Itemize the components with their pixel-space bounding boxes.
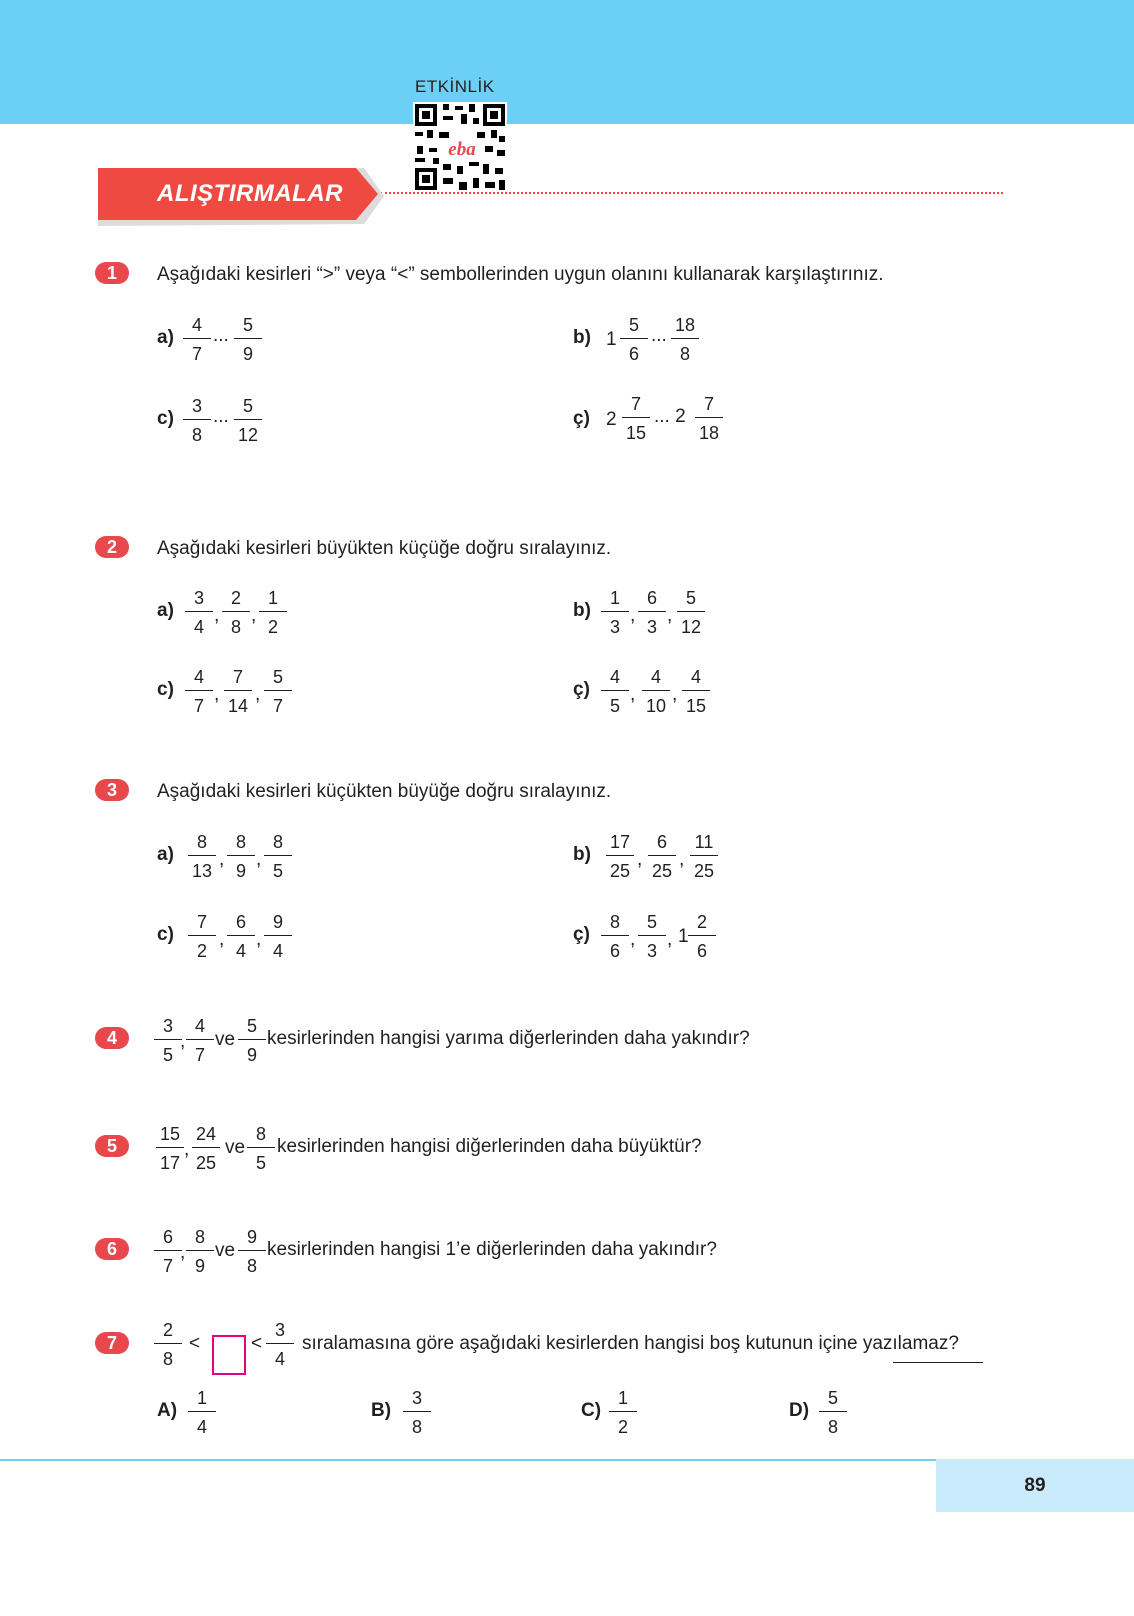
q2-c-label: c) (157, 679, 174, 700)
q1-c-label: c) (157, 408, 174, 429)
whole-number: 2 (606, 409, 617, 430)
fraction: 7 18 (695, 392, 723, 445)
less-than: < (189, 1333, 201, 1354)
comma: , (630, 605, 636, 626)
blank-dots: ... (651, 325, 667, 346)
comma: , (667, 929, 673, 950)
choice-c-label: C) (581, 1400, 602, 1421)
comma: , (630, 929, 636, 950)
choice-d-fraction: 5 8 (819, 1386, 847, 1439)
fraction: 8 9 (227, 830, 255, 883)
question-number-7: 7 (95, 1332, 129, 1354)
q3-a-label: a) (157, 844, 174, 865)
choice-b-fraction: 3 8 (403, 1386, 431, 1439)
comma: , (672, 684, 678, 705)
question-5-text: kesirlerinden hangisi diğerlerinden daha büyüktür? (277, 1136, 702, 1157)
less-than: < (251, 1333, 263, 1354)
fraction: 8 9 (186, 1225, 214, 1278)
question-number-4: 4 (95, 1027, 129, 1049)
q3-cedilla-label: ç) (573, 924, 590, 945)
q3-c-label: c) (157, 924, 174, 945)
q2-b-label: b) (573, 600, 591, 621)
q1-cedilla-label: ç) (573, 408, 590, 429)
blank-dots: ... (213, 406, 229, 427)
fraction: 5 9 (238, 1014, 266, 1067)
fraction: 5 12 (234, 394, 262, 447)
fraction: 4 5 (601, 665, 629, 718)
whole-number: 1 (606, 329, 617, 350)
comma: , (219, 849, 225, 870)
comma: , (180, 1031, 186, 1052)
dotted-divider (380, 192, 1003, 194)
fraction: 9 8 (238, 1225, 266, 1278)
qr-code-icon (413, 102, 507, 192)
fraction: 3 4 (266, 1318, 294, 1371)
fraction: 2 8 (222, 586, 250, 639)
fraction: 8 13 (188, 830, 216, 883)
fraction: 2 8 (154, 1318, 182, 1371)
blank-dots: ... (213, 325, 229, 346)
fraction: 5 12 (677, 586, 705, 639)
question-2-text: Aşağıdaki kesirleri büyükten küçüğe doğru sıralayınız. (157, 538, 612, 559)
fraction: 5 6 (620, 313, 648, 366)
fraction: 4 7 (186, 1014, 214, 1067)
blank-dots: ... 2 (654, 406, 686, 427)
fraction: 4 7 (183, 313, 211, 366)
ve-text: ve (215, 1240, 236, 1261)
fraction: 18 8 (671, 313, 699, 366)
comma: , (256, 849, 262, 870)
emphasis-word: yazılamaz (862, 1333, 949, 1354)
fraction: 17 25 (606, 830, 634, 883)
question-7-text: sıralamasına göre aşağıdaki kesirlerden hangisi boş kutunun içine yazılamaz? (302, 1333, 959, 1354)
fraction: 5 9 (234, 313, 262, 366)
comma: , (630, 684, 636, 705)
choice-a-fraction: 1 4 (188, 1386, 216, 1439)
fraction: 8 5 (264, 830, 292, 883)
question-number-5: 5 (95, 1135, 129, 1157)
question-4-text: kesirlerinden hangisi yarıma diğerlerinden daha yakındır? (267, 1028, 750, 1049)
fraction: 6 4 (227, 910, 255, 963)
fraction: 8 6 (601, 910, 629, 963)
comma: , (256, 929, 262, 950)
choice-a-label: A) (157, 1400, 178, 1421)
ve-text: ve (225, 1137, 246, 1158)
fraction: 3 5 (154, 1014, 182, 1067)
q2-cedilla-label: ç) (573, 679, 590, 700)
fraction: 6 3 (638, 586, 666, 639)
choice-d-label: D) (789, 1400, 810, 1421)
fraction: 24 25 (192, 1122, 220, 1175)
fraction: 4 7 (185, 665, 213, 718)
question-number-6: 6 (95, 1238, 129, 1260)
question-number-1: 1 (95, 262, 129, 284)
fraction: 5 3 (638, 910, 666, 963)
fraction: 1 2 (259, 586, 287, 639)
fraction: 7 15 (622, 392, 650, 445)
header-band (0, 0, 1134, 124)
question-number-2: 2 (95, 536, 129, 558)
fraction: 2 6 (688, 910, 716, 963)
comma: , (214, 684, 220, 705)
fraction: 4 15 (682, 665, 710, 718)
choice-c-fraction: 1 2 (609, 1386, 637, 1439)
fraction: 6 25 (648, 830, 676, 883)
page-number: 89 (936, 1459, 1134, 1512)
q1-b-label: b) (573, 327, 591, 348)
question-1-text: Aşağıdaki kesirleri “>” veya “<” sembollerinden uygun olanını kullanarak karşılaştırınız. (157, 264, 884, 285)
fraction: 4 10 (642, 665, 670, 718)
comma: , (180, 1242, 186, 1263)
q1-a-label: a) (157, 327, 174, 348)
comma: , (184, 1139, 190, 1160)
comma: , (667, 605, 673, 626)
comma: , (255, 684, 261, 705)
question-3-text: Aşağıdaki kesirleri küçükten büyüğe doğru sıralayınız. (157, 781, 612, 802)
fraction: 5 7 (264, 665, 292, 718)
fraction: 6 7 (154, 1225, 182, 1278)
comma: , (214, 605, 220, 626)
question-6-text: kesirlerinden hangisi 1’e diğerlerinden daha yakındır? (267, 1239, 717, 1260)
fraction: 11 25 (690, 830, 718, 883)
fraction: 3 4 (185, 586, 213, 639)
whole-number: 1 (678, 926, 689, 947)
emphasis-underline (893, 1362, 983, 1363)
fraction: 8 5 (247, 1122, 275, 1175)
choice-b-label: B) (371, 1400, 392, 1421)
question-number-3: 3 (95, 779, 129, 801)
fraction: 15 17 (156, 1122, 184, 1175)
section-title: ALIŞTIRMALAR (157, 180, 343, 207)
etkinlik-label: ETKİNLİK (415, 77, 495, 96)
comma: , (251, 605, 257, 626)
comma: , (219, 929, 225, 950)
fraction: 3 8 (183, 394, 211, 447)
fraction: 7 14 (224, 665, 252, 718)
q3-b-label: b) (573, 844, 591, 865)
fraction: 1 3 (601, 586, 629, 639)
comma: , (637, 849, 643, 870)
answer-box (212, 1335, 246, 1375)
q2-a-label: a) (157, 600, 174, 621)
comma: , (679, 849, 685, 870)
eba-logo-text: eba (448, 139, 476, 160)
ve-text: ve (215, 1029, 236, 1050)
fraction: 7 2 (188, 910, 216, 963)
fraction: 9 4 (264, 910, 292, 963)
